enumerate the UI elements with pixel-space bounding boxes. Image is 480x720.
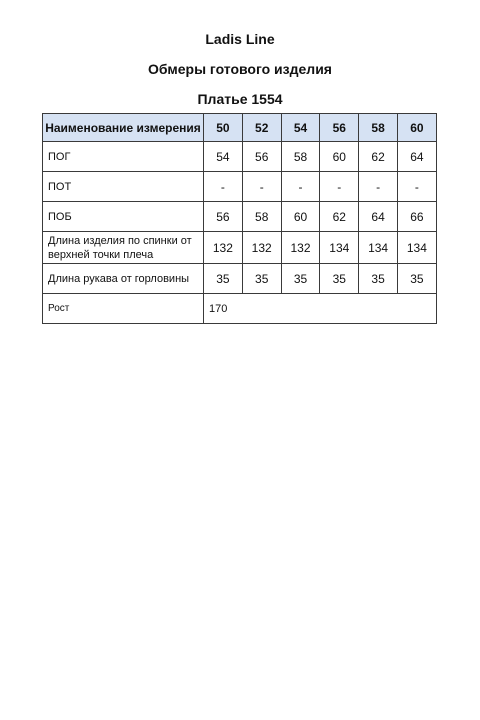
column-header-size: 60 [397, 114, 436, 142]
measurement-value: 35 [397, 264, 436, 294]
measurement-value: 35 [320, 264, 359, 294]
measurement-value: 60 [281, 202, 320, 232]
brand-title: Ladis Line [205, 31, 275, 47]
measurement-value: 54 [204, 142, 243, 172]
measurement-name: Длина рукава от горловины [43, 264, 204, 294]
height-label: Рост [43, 294, 204, 324]
document-subtitle: Обмеры готового изделия [148, 61, 332, 77]
column-header-size: 56 [320, 114, 359, 142]
column-header-size: 50 [204, 114, 243, 142]
table-row [43, 232, 437, 264]
measurement-value: 62 [320, 202, 359, 232]
measurement-value: 134 [320, 232, 359, 264]
measurement-name: ПОГ [43, 142, 204, 172]
column-header-size: 52 [242, 114, 281, 142]
measurement-value: - [320, 172, 359, 202]
measurement-value: 134 [397, 232, 436, 264]
table-row [43, 172, 437, 202]
measurement-name: ПОБ [43, 202, 204, 232]
measurement-value: 60 [320, 142, 359, 172]
measurement-value: 132 [281, 232, 320, 264]
measurement-value: 35 [281, 264, 320, 294]
measurement-value: 134 [359, 232, 398, 264]
measurement-value: 64 [397, 142, 436, 172]
measurement-value: 35 [242, 264, 281, 294]
product-title: Платье 1554 [197, 91, 283, 107]
table-row [43, 202, 437, 232]
measurement-value: 58 [281, 142, 320, 172]
table-row-height [43, 294, 437, 324]
measurement-value: 35 [359, 264, 398, 294]
column-header-measurement: Наименование измерения [43, 114, 204, 142]
table-row [43, 264, 437, 294]
measurement-value: - [281, 172, 320, 202]
measurement-name: Длина изделия по спинки от верхней точки плеча [43, 232, 204, 264]
measurement-value: 56 [204, 202, 243, 232]
measurements-table [42, 113, 437, 324]
measurement-value: 132 [242, 232, 281, 264]
measurement-value: - [397, 172, 436, 202]
measurement-value: 66 [397, 202, 436, 232]
measurement-value: - [204, 172, 243, 202]
height-value: 170 [204, 294, 437, 324]
measurement-value: - [359, 172, 398, 202]
measurement-value: 132 [204, 232, 243, 264]
measurement-value: 58 [242, 202, 281, 232]
column-header-size: 58 [359, 114, 398, 142]
column-header-size: 54 [281, 114, 320, 142]
table-header-row [43, 114, 437, 142]
measurement-value: 35 [204, 264, 243, 294]
measurement-name: ПОТ [43, 172, 204, 202]
measurement-value: 64 [359, 202, 398, 232]
table-row [43, 142, 437, 172]
measurement-value: 62 [359, 142, 398, 172]
measurement-value: 56 [242, 142, 281, 172]
measurement-value: - [242, 172, 281, 202]
